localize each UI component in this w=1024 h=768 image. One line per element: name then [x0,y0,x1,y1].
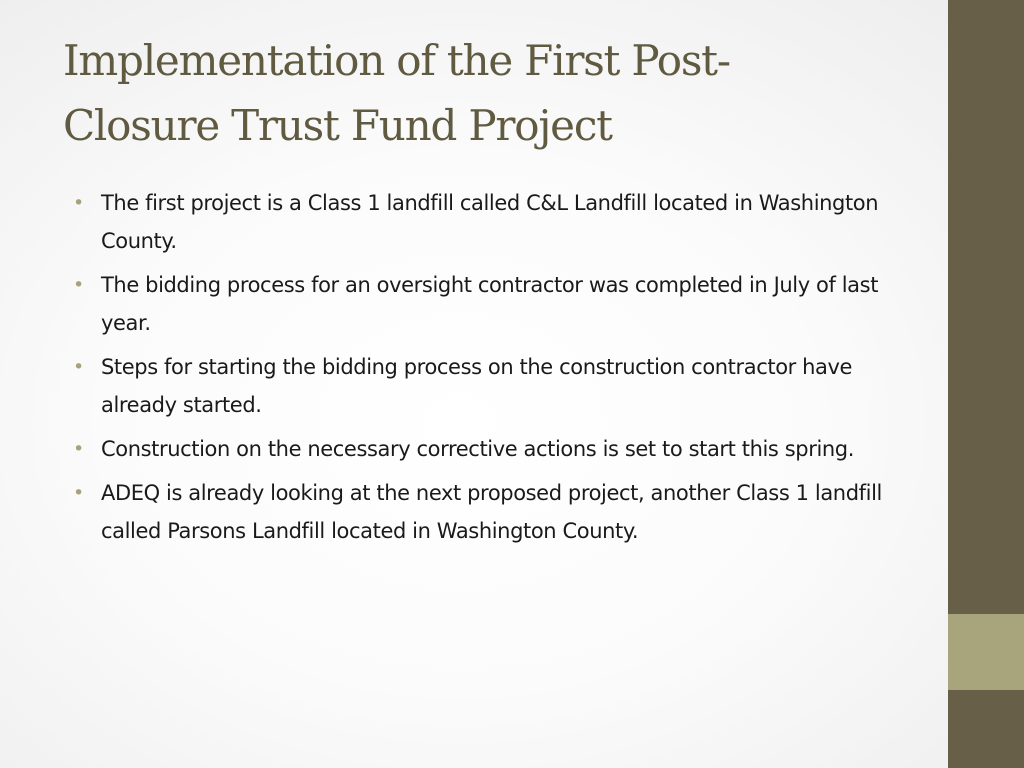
bullet-icon: • [73,274,84,296]
bullet-list [70,184,900,556]
bullet-text: ADEQ is already looking at the next proposed project, another Class 1 landfill called Parsons Landfill located in Washington County. [101,481,882,543]
bullet-icon: • [73,356,84,378]
slide-title [63,28,933,158]
bullet-icon: • [73,192,84,214]
bullet-item [70,430,900,468]
bullet-icon: • [73,482,84,504]
bullet-item [70,474,900,550]
bullet-text: Steps for starting the bidding process on the construction contractor have already started. [101,355,853,417]
sidebar-accent-block [948,614,1024,690]
slide-title-line-2: Closure Trust Fund Project [63,101,612,150]
bullet-item [70,266,900,342]
bullet-icon: • [73,438,84,460]
decorative-sidebar [948,0,1024,768]
bullet-text: Construction on the necessary corrective actions is set to start this spring. [101,437,854,461]
bullet-item [70,184,900,260]
bullet-item [70,348,900,424]
bullet-text: The first project is a Class 1 landfill called C&L Landfill located in Washington County. [101,191,879,253]
slide-title-line-1: Implementation of the First Post- [63,36,730,85]
bullet-text: The bidding process for an oversight contractor was completed in July of last year. [101,273,879,335]
